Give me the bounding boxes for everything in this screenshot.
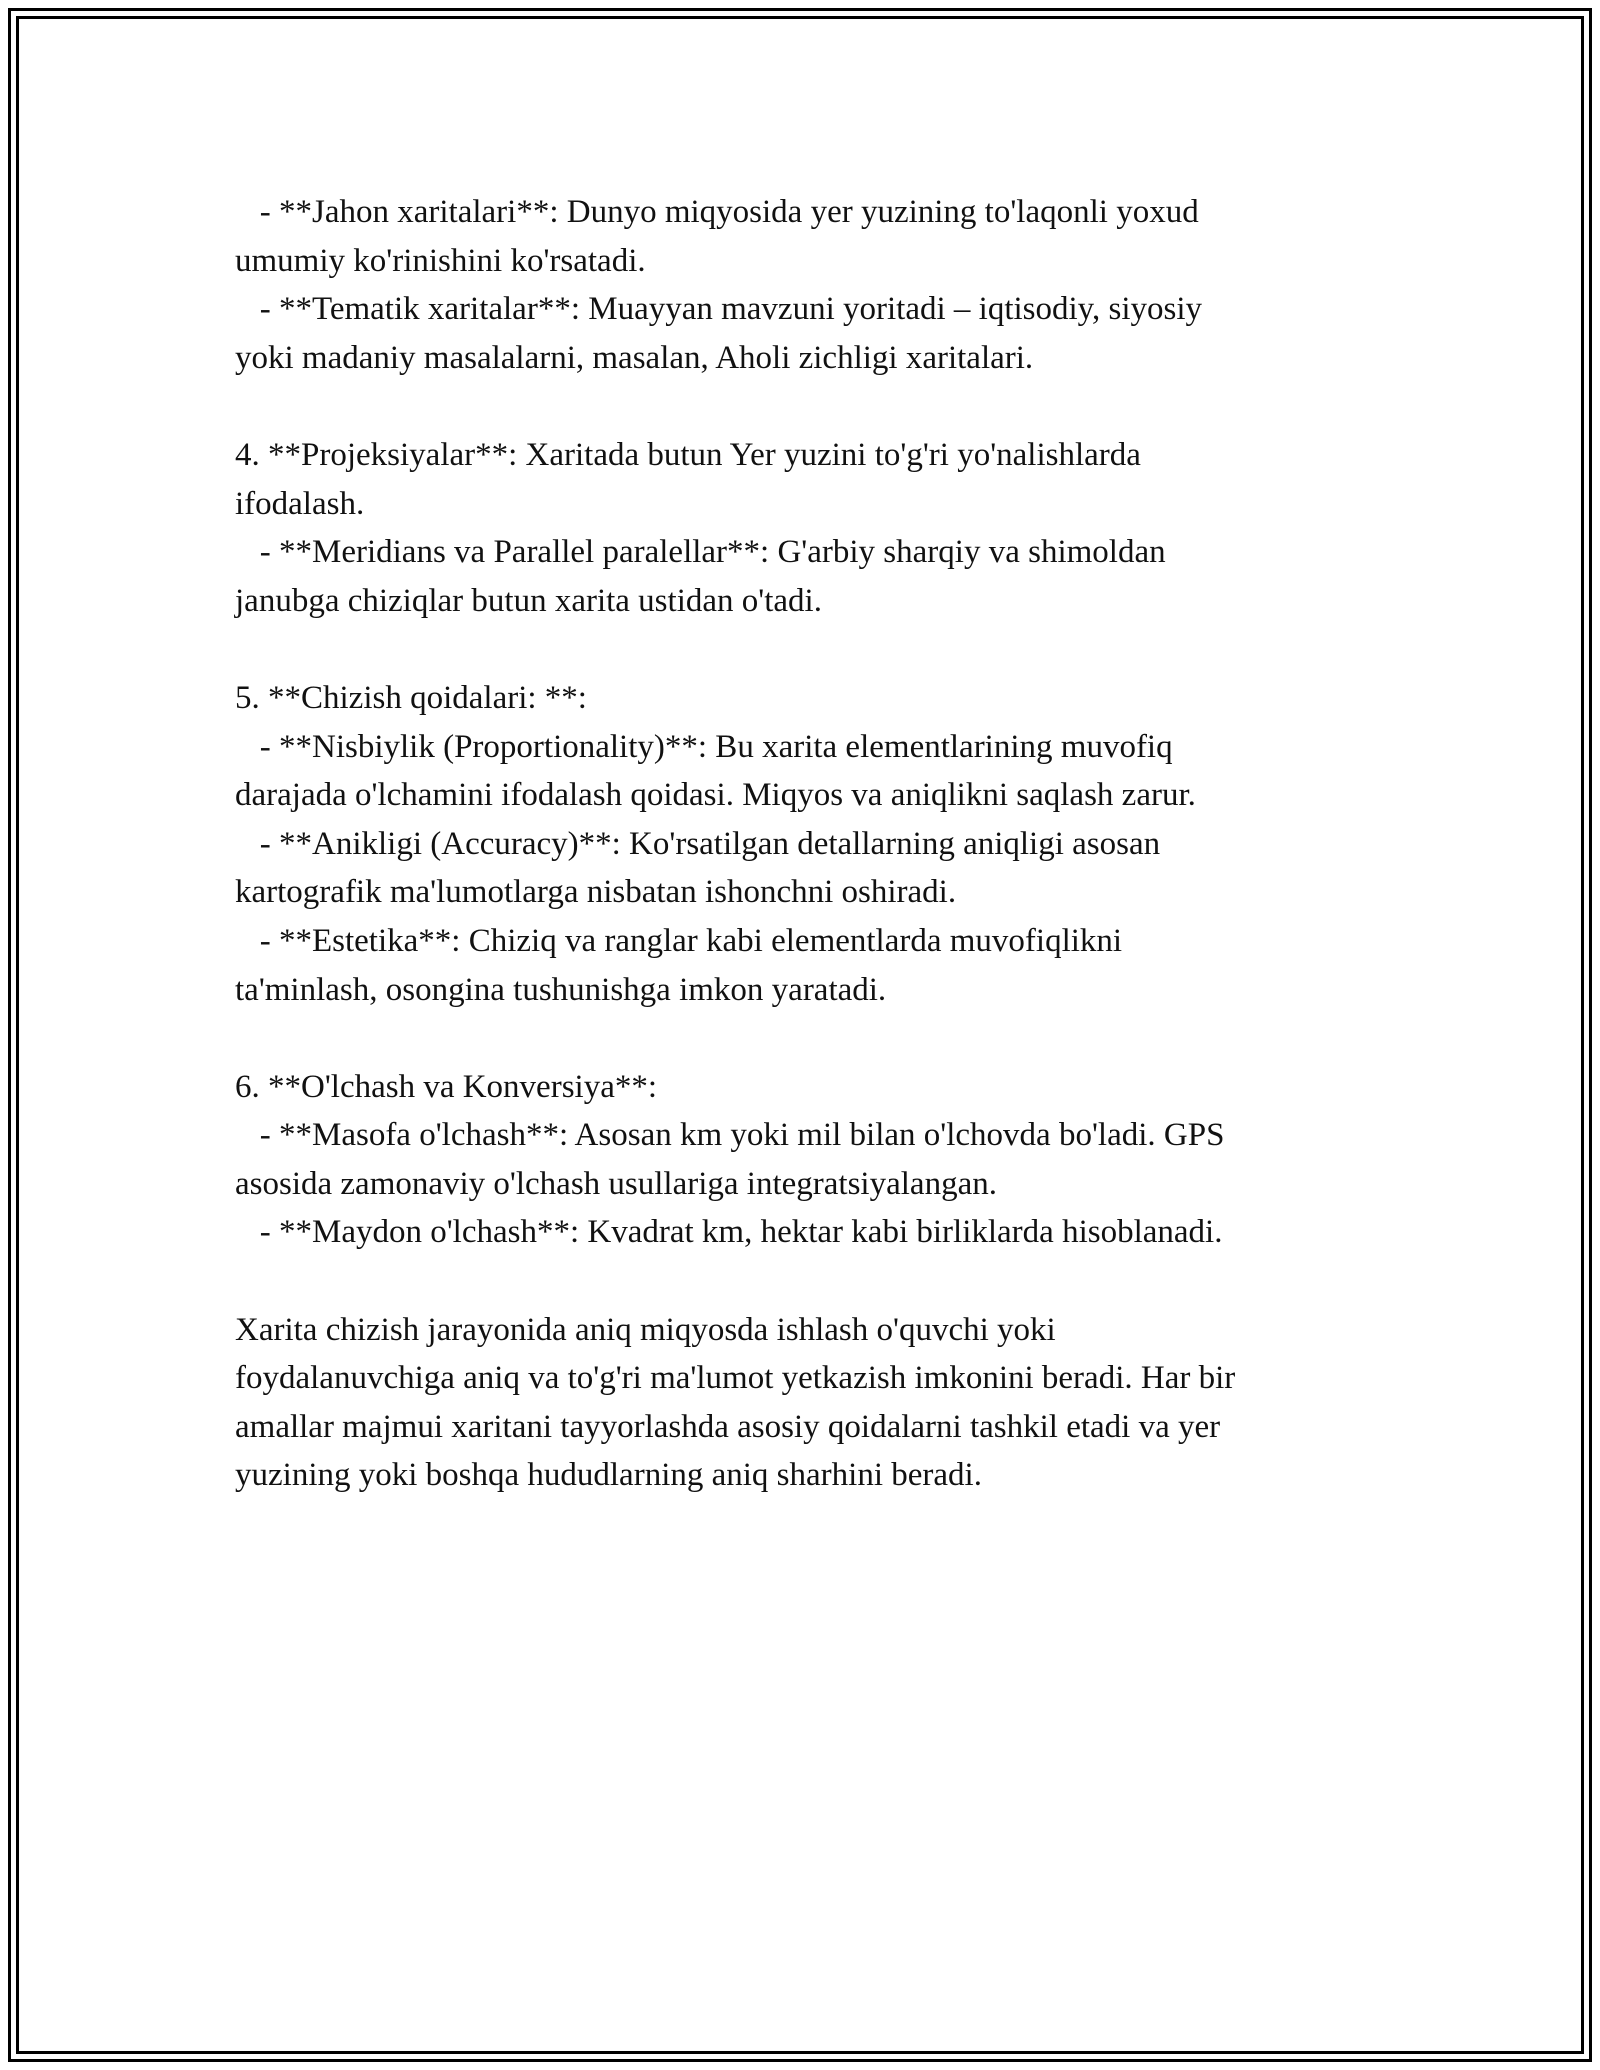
text-line: - **Nisbiylik (Proportionality)**: Bu xarita elementlarining muvofiq — [235, 728, 1173, 765]
text-line: - **Maydon o'lchash**: Kvadrat km, hektar kabi birliklarda hisoblanadi. — [235, 1214, 1223, 1251]
paragraph-spacer — [235, 1257, 1385, 1306]
text-line: 4. **Projeksiyalar**: Xaritada butun Yer yuzini to'g'ri yo'nalishlarda — [235, 436, 1141, 473]
text-line: ta'minlash, osongina tushunishga imkon yaratadi. — [235, 971, 887, 1008]
text-line: - **Masofa o'lchash**: Asosan km yoki mil bilan o'lchovda bo'ladi. GPS — [235, 1117, 1225, 1154]
text-line: - **Meridians va Parallel paralellar**: G'arbiy sharqiy va shimoldan — [235, 534, 1166, 571]
paragraph-spacer — [235, 382, 1385, 431]
text-line: ifodalash. — [235, 485, 365, 522]
paragraph-drawing-rules — [235, 674, 1385, 1014]
paragraph-map-types — [235, 188, 1385, 382]
text-line: - **Tematik xaritalar**: Muayyan mavzuni yoritadi – iqtisodiy, siyosiy — [235, 291, 1203, 328]
text-line: - **Anikligi (Accuracy)**: Ko'rsatilgan detallarning aniqligi asosan — [235, 825, 1161, 862]
text-line: amallar majmui xaritani tayyorlashda asosiy qoidalarni tashkil etadi va yer — [235, 1408, 1221, 1445]
text-line: janubga chiziqlar butun xarita ustidan o'tadi. — [235, 582, 822, 619]
text-line: foydalanuvchiga aniq va to'g'ri ma'lumot yetkazish imkonini beradi. Har bir — [235, 1360, 1236, 1397]
text-line: yoki madaniy masalalarni, masalan, Aholi zichligi xaritalari. — [235, 339, 1034, 376]
text-line: asosida zamonaviy o'lchash usullariga integratsiyalangan. — [235, 1165, 997, 1202]
paragraph-spacer — [235, 1014, 1385, 1063]
text-line: - **Estetika**: Chiziq va ranglar kabi elementlarda muvofiqlikni — [235, 922, 1123, 959]
text-line: darajada o'lchamini ifodalash qoidasi. Miqyos va aniqlikni saqlash zarur. — [235, 777, 1196, 814]
paragraph-projections — [235, 431, 1385, 625]
text-line: 5. **Chizish qoidalari: **: — [235, 679, 587, 716]
text-line: yuzining yoki boshqa hududlarning aniq sharhini beradi. — [235, 1457, 982, 1494]
text-line: Xarita chizish jarayonida aniq miqyosda ishlash o'quvchi yoki — [235, 1311, 1056, 1348]
document-body — [235, 188, 1385, 1500]
paragraph-measurement — [235, 1063, 1385, 1257]
text-line: umumiy ko'rinishini ko'rsatadi. — [235, 242, 646, 279]
text-line: kartografik ma'lumotlarga nisbatan ishonchni oshiradi. — [235, 874, 957, 911]
paragraph-spacer — [235, 625, 1385, 674]
text-line: - **Jahon xaritalari**: Dunyo miqyosida yer yuzining to'laqonli yoxud — [235, 194, 1199, 230]
paragraph-conclusion — [235, 1306, 1385, 1500]
text-line: 6. **O'lchash va Konversiya**: — [235, 1068, 658, 1105]
